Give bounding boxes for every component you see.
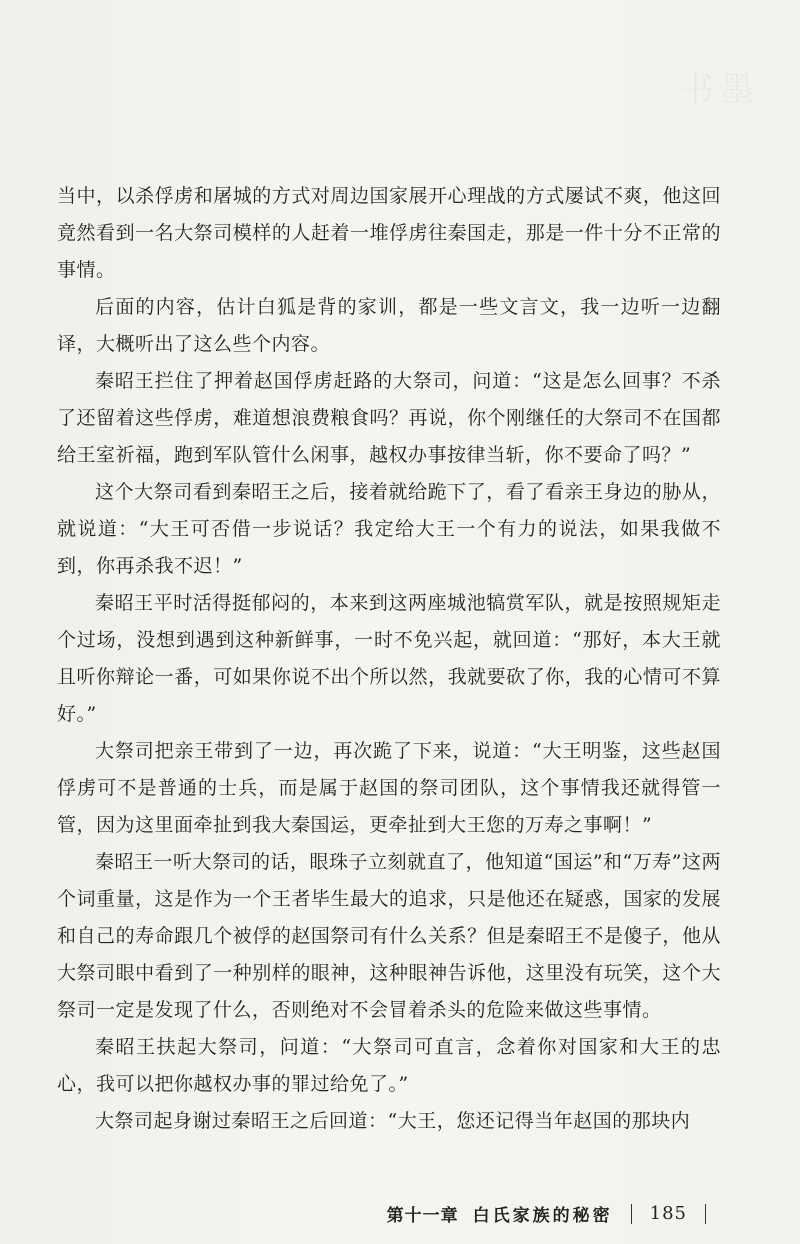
paragraph: 后面的内容，估计白狐是背的家训，都是一些文言文，我一边听一边翻译，大概听出了这么些个内容。 [57, 296, 721, 355]
paragraph: 秦昭王拦住了押着赵国俘虏赶路的大祭司，问道：“这是怎么回事？不杀了还留着这些俘虏，难道想浪费粮食吗？再说，你个刚继任的大祭司不在国都给王室祈福，跑到军队管什么闲事，越权办事按律当斩，你不要命了吗？” [57, 370, 721, 466]
page-number: 185 [649, 1203, 687, 1224]
paragraph: 秦昭王扶起大祭司，问道：“大祭司可直言，念着你对国家和大王的忠心，我可以把你越权办事的罪过给免了。” [57, 1036, 721, 1095]
paragraph: 秦昭王一听大祭司的话，眼珠子立刻就直了，他知道“国运”和“万寿”这两个词重量，这是作为一个王者毕生最大的追求，只是他还在疑惑，国家的发展和自己的寿命跟几个被俘的赵国祭司有什么关系？但是秦昭王不是傻子，他从大祭司眼中看到了一种别样的眼神，这种眼神告诉他，这里没有玩笑，这个大祭司一定是发现了什么，否则绝对不会冒着杀头的危险来做这些事情。 [57, 851, 721, 1021]
paragraph: 这个大祭司看到秦昭王之后，接着就给跪下了，看了看亲王身边的胁从，就说道：“大王可否借一步说话？我定给大王一个有力的说法，如果我做不到，你再杀我不迟！” [57, 481, 721, 577]
paragraph: 大祭司把亲王带到了一边，再次跪了下来，说道：“大王明鉴，这些赵国俘虏可不是普通的士兵，而是属于赵国的祭司团队，这个事情我还就得管一管，因为这里面牵扯到我大秦国运，更牵扯到大王您的万寿之事啊！” [57, 740, 721, 836]
paragraph: 秦昭王平时活得挺郁闷的，本来到这两座城池犒赏军队，就是按照规矩走个过场，没想到遇到这种新鲜事，一时不免兴起，就回道：“那好，本大王就且听你辩论一番，可如果你说不出个所以然，我就要砍了你，我的心情可不算好。” [57, 592, 721, 725]
body-text [57, 178, 721, 1140]
footer-divider [705, 1204, 706, 1224]
footer-divider [631, 1204, 632, 1224]
paragraph: 大祭司起身谢过秦昭王之后回道：“大王，您还记得当年赵国的那块内 [95, 1110, 691, 1132]
paragraph: 当中，以杀俘虏和屠城的方式对周边国家展开心理战的方式屡试不爽，他这回竟然看到一名大祭司模样的人赶着一堆俘虏往秦国走，那是一件十分不正常的事情。 [57, 185, 721, 281]
ghost-heading: 书墨 [680, 70, 760, 110]
page-footer [387, 1201, 710, 1226]
chapter-number: 第十一章 [386, 1206, 459, 1226]
chapter-title: 白氏家族的秘密 [472, 1206, 613, 1226]
